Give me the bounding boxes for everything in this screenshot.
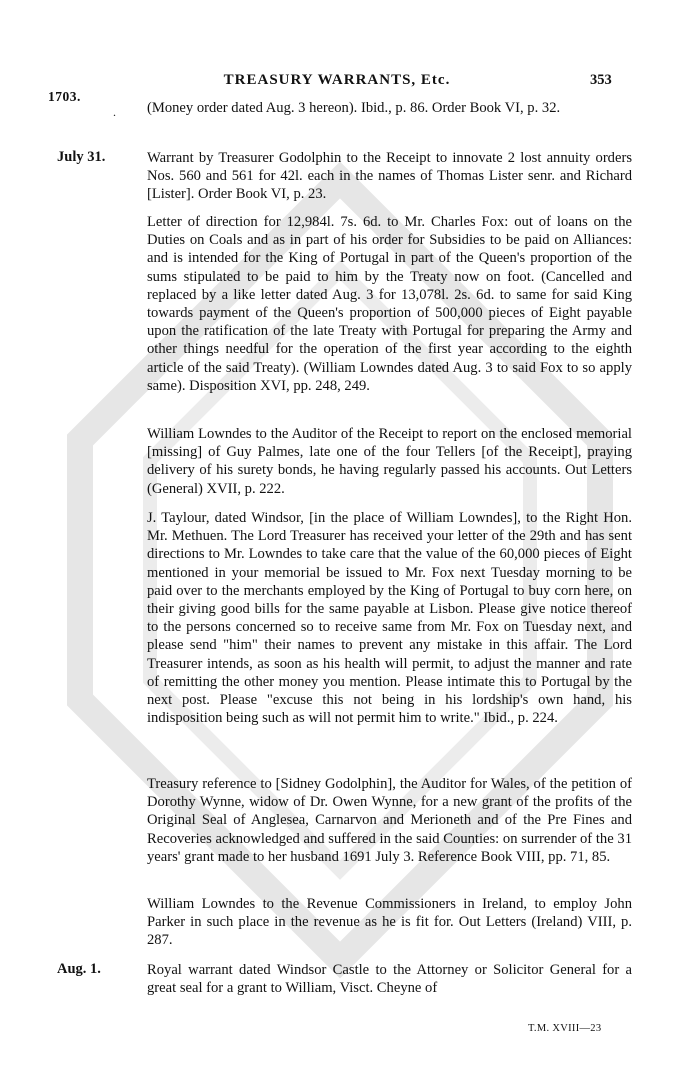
- entry-paragraph: J. Taylour, dated Windsor, [in the place of William Lowndes], to the Right Hon. Mr. Methuen. The Lord Treasurer has received your letter of the 29th and has sent directions to Mr. Lowndes to take care that the value of the 60,000 pieces of Eight mentioned in your memorial be issued to Mr. Fox next Tuesday morning to be paid over to the merchants employed by the King of Portugal to buy corn here, on their giving good bills for the same payable at Lisbon. Please give notice thereof to the persons concerned so to receive same from Mr. Fox on Tuesday next, and please send "him" their names to prevent any mistake in this affair. The Lord Treasurer intends, as soon as his health will permit, to adjust the manner and rate of remitting the other money you mention. Please intimate this to Portugal by the next post. Please "excuse this not being in his lordship's own hand, his indisposition being such as will not permit him to write." Ibid., p. 224.: [147, 510, 632, 727]
- stray-mark: .: [113, 105, 116, 119]
- margin-date: Aug. 1.: [57, 961, 101, 977]
- entry-paragraph: Warrant by Treasurer Godolphin to the Receipt to innovate 2 lost annuity orders Nos. 560 and 561 for 42l. each in the names of Thomas Lister senr. and Richard [Lister]. Order Book VI, p. 23.: [147, 150, 632, 203]
- entry-paragraph: William Lowndes to the Auditor of the Receipt to report on the enclosed memorial [missing] of Guy Palmes, late one of the four Tellers [of the Receipt], praying delivery of his surety bonds, he having regularly passed his accounts. Out Letters (General) XVII, p. 222.: [147, 426, 632, 497]
- entry-paragraph: (Money order dated Aug. 3 hereon). Ibid., p. 86. Order Book VI, p. 32.: [147, 100, 561, 116]
- entry-paragraph: Royal warrant dated Windsor Castle to the Attorney or Solicitor General for a great seal for a grant to William, Visct. Cheyne of: [147, 962, 632, 997]
- margin-year: 1703.: [48, 89, 81, 104]
- entry-paragraph: Treasury reference to [Sidney Godolphin], the Auditor for Wales, of the petition of Dorothy Wynne, widow of Dr. Owen Wynne, for a new grant of the profits of the Original Seal of Anglesea, Carnarvon and Merioneth and of the Pre Fines and Recoveries acknowledged and suffered in the said Counties: on surrender of the 31 years' grant made to her husband 1691 July 3. Reference Book VIII, pp. 71, 85.: [147, 776, 632, 865]
- signature-mark: T.M. XVIII—23: [528, 1023, 602, 1034]
- margin-date: July 31.: [57, 149, 106, 165]
- entry-paragraph: William Lowndes to the Revenue Commissioners in Ireland, to employ John Parker in such place in the revenue as he is fit for. Out Letters (Ireland) VIII, p. 287.: [147, 896, 632, 949]
- page-number: 353: [590, 72, 612, 88]
- entry-paragraph: Letter of direction for 12,984l. 7s. 6d. to Mr. Charles Fox: out of loans on the Duties on Coals and as in part of his order for Subsidies to be paid on Alliances: and is intended for the King of Portugal in part of the Queen's proportion of the sums stipulated to be paid to him by the Treaty now on foot. (Cancelled and replaced by a like letter dated Aug. 3 for 13,078l. 2s. 6d. to same for said King towards payment of the Queen's proportion of 500,000 pieces of Eight payable upon the ratification of the late Treaty with Portugal for preparing the Army and other things needful for the operation of the first year according to the eighth article of the said Treaty). (William Lowndes dated Aug. 3 to said Fox to so apply same). Disposition XVI, pp. 248, 249.: [147, 214, 632, 394]
- running-title: TREASURY WARRANTS, Etc.: [223, 72, 451, 88]
